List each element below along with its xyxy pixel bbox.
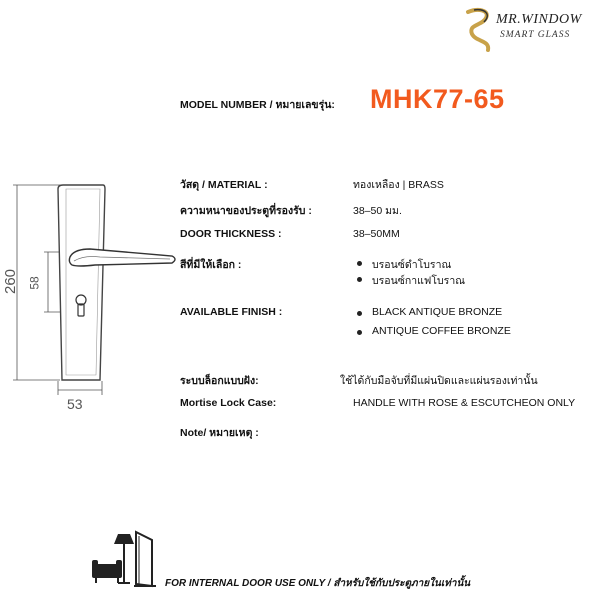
logo-line1: MR.WINDOW — [496, 12, 582, 27]
logo-line2: SMART GLASS — [500, 30, 571, 40]
bullet — [357, 261, 362, 266]
lock-en-value: HANDLE WITH ROSE & ESCUTCHEON ONLY — [353, 397, 576, 409]
lock-th-label: ระบบล็อกแบบฝัง: — [180, 375, 259, 387]
material-label: วัสดุ / MATERIAL : — [180, 179, 268, 191]
footer-note: FOR INTERNAL DOOR USE ONLY / สำหรับใช้กับประตูภายในเท่านั้น — [165, 578, 471, 589]
width-dim-label: 53 — [67, 396, 83, 412]
color-option-2: บรอนซ์กาแฟโบราณ — [372, 275, 465, 287]
model-number-label: MODEL NUMBER / หมายเลขรุ่น: — [180, 99, 335, 111]
finish-label: AVAILABLE FINISH : — [180, 306, 283, 318]
bullet — [357, 330, 362, 335]
finish-option-2: ANTIQUE COFFEE BRONZE — [372, 325, 511, 337]
handle-dim-label: 58 — [27, 276, 42, 290]
interior-icon — [88, 528, 158, 588]
finish-option-1: BLACK ANTIQUE BRONZE — [372, 306, 503, 318]
bullet — [357, 311, 362, 316]
width-dimension — [58, 381, 102, 395]
height-dim-label: 260 — [2, 268, 20, 295]
model-number-value: MHK77-65 — [370, 84, 505, 114]
bullet — [357, 277, 362, 282]
handle-drawing — [0, 175, 200, 415]
material-value: ทองเหลือง | BRASS — [353, 179, 444, 191]
thickness-th-value: 38–50 มม. — [353, 205, 402, 217]
thickness-th-label: ความหนาของประตูที่รองรับ : — [180, 205, 312, 217]
lock-th-value: ใช้ได้กับมือจับที่มีแผ่นปิดและแผ่นรองเท่านั้น — [340, 375, 538, 387]
colors-label: สีที่มีให้เลือก : — [180, 259, 242, 271]
thickness-en-label: DOOR THICKNESS : — [180, 228, 282, 240]
color-option-1: บรอนซ์ดำโบราณ — [372, 259, 452, 271]
thickness-en-value: 38–50MM — [353, 228, 400, 240]
lock-en-label: Mortise Lock Case: — [180, 397, 277, 409]
note-label: Note/ หมายเหตุ : — [180, 427, 259, 439]
